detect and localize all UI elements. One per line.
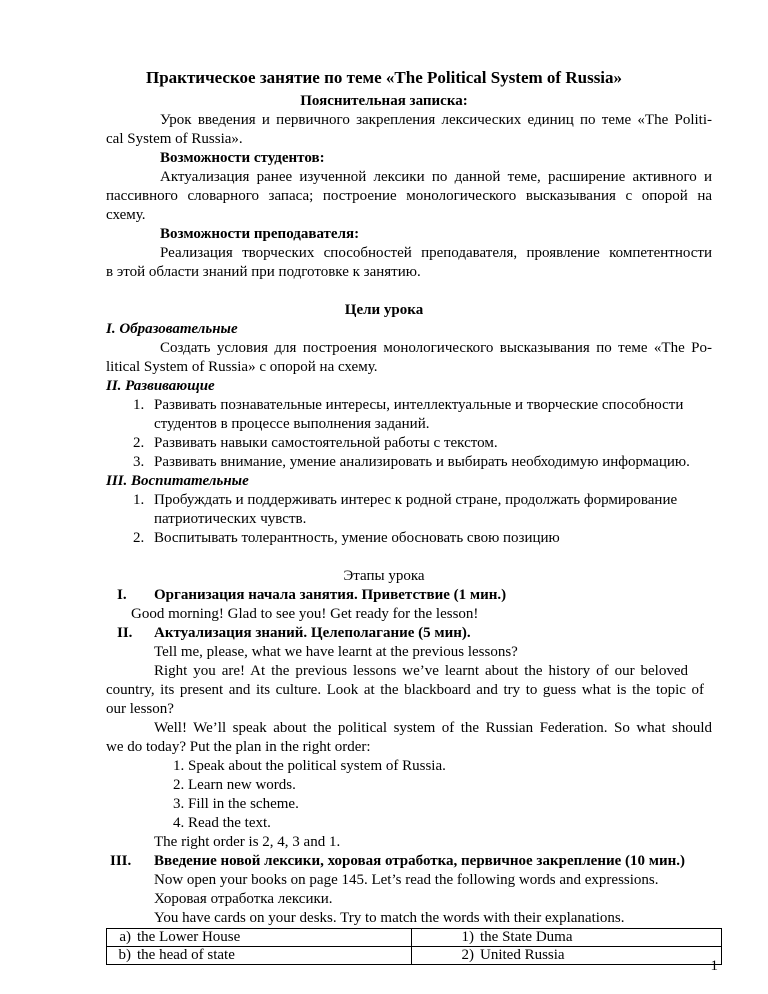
stage-heading: Актуализация знаний. Целеполагание (5 мин). xyxy=(154,625,471,641)
page-title: Практическое занятие по теме «The Political System of Russia» xyxy=(145,68,623,87)
stage-text: country, its present and its culture. Look at the blackboard and try to guess what is the topic of xyxy=(106,682,704,698)
cell-label: 2) xyxy=(461,947,474,963)
stage-number: I. xyxy=(117,587,127,603)
cell-label: b) xyxy=(118,947,131,963)
table-cell xyxy=(412,929,722,947)
table-cell xyxy=(107,947,412,965)
stage-number: III. xyxy=(110,853,132,869)
stage-text: Хоровая отработка лексики. xyxy=(154,891,333,907)
stage-text: Right you are! At the previous lessons we’ve learnt about the history of our beloved xyxy=(154,663,688,679)
stages-heading: Этапы урока xyxy=(343,568,425,584)
list-item-number: 1. xyxy=(133,492,145,508)
goal-section-upbringing: III. Воспитательные xyxy=(106,473,249,489)
plan-item: 2. Learn new words. xyxy=(173,777,296,793)
list-item-number: 3. xyxy=(133,454,145,470)
list-item: Развивать навыки самостоятельной работы с текстом. xyxy=(154,435,498,451)
goal-section-developing: II. Развивающие xyxy=(106,378,215,394)
stage-number: II. xyxy=(117,625,133,641)
goal-text-line: Создать условия для построения монологического высказывания по теме «The Po- xyxy=(160,340,712,356)
note-paragraph-line: cal System of Russia». xyxy=(106,131,243,147)
stage-text: Tell me, please, what we have learnt at the previous lessons? xyxy=(154,644,518,660)
students-heading: Возможности студентов: xyxy=(160,150,325,166)
cell-text: the head of state xyxy=(137,947,235,963)
goals-heading: Цели урока xyxy=(344,302,424,318)
table-row xyxy=(107,947,722,965)
cell-text: United Russia xyxy=(480,947,565,963)
teacher-paragraph-line: в этой области знаний при подготовке к занятию. xyxy=(106,264,421,280)
table-row xyxy=(107,929,722,947)
students-paragraph-line: Актуализация ранее изученной лексики по данной теме, расширение активного и xyxy=(160,169,712,185)
list-item: Пробуждать и поддерживать интерес к родной стране, продолжать формирование xyxy=(154,492,678,508)
teacher-paragraph-line: Реализация творческих способностей преподавателя, проявление компетентности xyxy=(160,245,712,261)
note-heading: Пояснительная записка: xyxy=(300,93,468,109)
cell-text: the State Duma xyxy=(480,929,573,945)
stage-heading: Введение новой лексики, хоровая отработка, первичное закрепление (10 мин.) xyxy=(154,853,686,869)
goal-section-educational: I. Образовательные xyxy=(106,321,238,337)
students-paragraph-line: пассивного словарного запаса; построение монологического высказывания с опорой на xyxy=(106,188,712,204)
page-number: 1 xyxy=(710,958,718,974)
stage-text: our lesson? xyxy=(106,701,174,717)
stage-text: Well! We’ll speak about the political system of the Russian Federation. So what should xyxy=(154,720,712,736)
teacher-heading: Возможности преподавателя: xyxy=(160,226,360,242)
stage-text: The right order is 2, 4, 3 and 1. xyxy=(154,834,341,850)
stage-text: Now open your books on page 145. Let’s read the following words and expressions. xyxy=(154,872,659,888)
list-item-number: 2. xyxy=(133,530,145,546)
plan-item: 4. Read the text. xyxy=(173,815,271,831)
list-item-number: 2. xyxy=(133,435,145,451)
list-item: патриотических чувств. xyxy=(154,511,307,527)
cell-text: the Lower House xyxy=(137,929,241,945)
stage-text: Good morning! Glad to see you! Get ready for the lesson! xyxy=(131,606,479,622)
list-item: студентов в процессе выполнения заданий. xyxy=(154,416,430,432)
list-item: Воспитывать толерантность, умение обосновать свою позицию xyxy=(154,530,560,546)
list-item: Развивать внимание, умение анализировать и выбирать необходимую информацию. xyxy=(154,454,690,470)
matching-table xyxy=(106,928,722,965)
list-item: Развивать познавательные интересы, интеллектуальные и творческие способности xyxy=(154,397,684,413)
list-item-number: 1. xyxy=(133,397,145,413)
stage-text: You have cards on your desks. Try to match the words with their explanations. xyxy=(154,910,625,926)
stage-heading: Организация начала занятия. Приветствие (1 мин.) xyxy=(154,587,507,603)
stage-text: we do today? Put the plan in the right order: xyxy=(106,739,371,755)
plan-item: 1. Speak about the political system of Russia. xyxy=(173,758,446,774)
plan-item: 3. Fill in the scheme. xyxy=(173,796,299,812)
note-paragraph-line: Урок введения и первичного закрепления лексических единиц по теме «The Politi- xyxy=(160,112,712,128)
students-paragraph-line: схему. xyxy=(106,207,146,223)
table-cell xyxy=(412,947,722,965)
goal-text-line: litical System of Russia» с опорой на схему. xyxy=(106,359,378,375)
cell-label: 1) xyxy=(461,929,474,945)
cell-label: a) xyxy=(119,929,131,945)
table-cell xyxy=(107,929,412,947)
